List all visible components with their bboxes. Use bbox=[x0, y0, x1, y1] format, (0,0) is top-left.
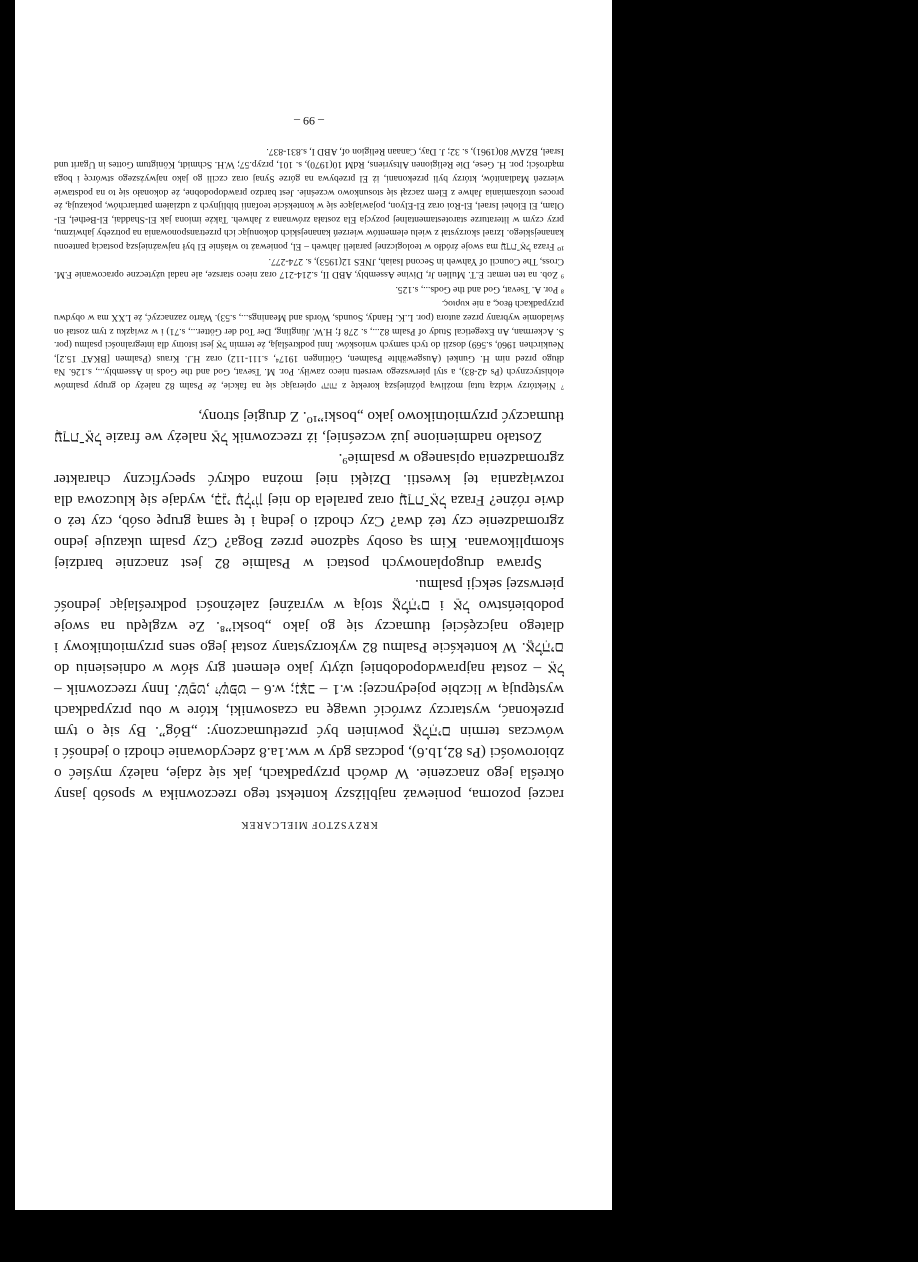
footnote-9: ⁹ Zob. na ten temat: E.T. Mullen Jr, Divine Assembly, ABD II, s.214-217 oraz nieco starsze, ale nadal użyteczne opracowanie F.M. Cross, The Council of Yahweh in Second Isaiah, JNES 12(1953), s. 274-277. bbox=[54, 255, 564, 281]
footnotes bbox=[54, 144, 564, 392]
page-content bbox=[54, 113, 564, 830]
footnote-7: ⁷ Niektórzy widzą tutaj możliwą późniejszą korektę z יהוה opierając się na fakcie, że Psalm 82 należy do grupy psalmów elohistycznych (Ps 42-83), a styl pierwszego wersetu nieco zawiły. Por. M. Tsevat, God and the Gods in Assembly..., s.126. Na długo przed nim H. Gunkel (Ausgewählte Psalmen, Göttingen 1917⁴, s.111-112) oraz H.J. Kraus (Psalmen [BKAT 15.2], Neukirchen 1960, s.569) doszli do tych samych wniosków. Inni podkreślają, że termin אֵל jest istotny dla integralności psalmu (por. S. Ackerman, An Exegetical Study of Psalm 82..., s. 278 f; H.W. Jüngling, Der Tod der Götter..., s.71) i w związku z tym został on świadomie wybrany przez autora (por. L.K. Handy, Sounds, Words and Meanings..., s.53). Warto zaznaczyć, że LXX ma w obydwu przypadkach θεος, a nie κυριος. bbox=[54, 298, 564, 391]
main-text bbox=[54, 406, 564, 805]
scan-edge-right bbox=[612, 0, 918, 1262]
page-number: – 99 – bbox=[294, 114, 324, 129]
scan-edge-left bbox=[0, 0, 15, 1262]
footnote-8: ⁸ Por. A. Tsevat, God and the Gods..., s.125. bbox=[395, 283, 564, 295]
paragraph-1: raczej pozorna, ponieważ najbliższy kontekst tego rzeczownika w sposób jasny określa jego znaczenie. W dwóch przypadkach, jak się zdaje, należy myśleć o zbiorowości (Ps 82,1b.6), podczas gdy w ww.1a.8 zdecydowanie chodzi o jedność i wówczas termin אֱלֹהִים powinien być przetłumaczony: „Bóg”. By się o tym przekonać, wystarczy zwrócić uwagę na czasowniki, które w obu przypadkach występują w liczbie pojedynczej: w.1 – נִצָּב; w.6 – שֹׁפֵט, יִשְׁפֹּט. Inny rzeczownik – אֵל – został najprawdopodobniej użyty jako element gry słów w odniesieniu do אֱלֹהִים. W kontekście Psalmu 82 wykorzystany został jego sens przymiotnikowy i dlatego najczęściej tłumaczy się go jako „boski”⁸. Ze względu na swoje podobieństwo אֵל i אֱלֹהִים stoją w wyraźnej zależności podkreślając jedność pierwszej sekcji psalmu. bbox=[53, 576, 564, 803]
printed-sheet bbox=[15, 0, 612, 1210]
paragraph-2: Sprawa drugoplanowych postaci w Psalmie 82 jest znacznie bardziej skomplikowana. Kim są osoby sądzone przez Boga? Czy psalm ukazuje jedno zgromadzenie czy też dwa? Czy chodzi o jedną i tę samą grupę osób, czy też o dwie różne? Fraza עֲדַת־אֵל oraz paralela do niej בְּנֵי עֶלְיוֹן, wydaje się kluczowa dla rozwiązania tej kwestii. Dzięki niej można odkryć specyficzny charakter zgromadzenia opisanego w psalmie⁹. bbox=[54, 450, 564, 572]
paragraph-3: Zostało nadmienione już wcześniej, iż rzeczownik אֵל należy we frazie עֲדַת־אֵל tłumaczyć przymiotnikowo jako „boski”¹⁰. Z drugiej strony, bbox=[54, 408, 564, 446]
running-head: KRZYSZTOF MIELCAREK bbox=[240, 819, 378, 830]
footnote-10: ¹⁰ Fraza עֲדַת־אֵל ma swoje źródło w teologicznej paraleli Jahweh – El, ponieważ to właśnie El był najważniejszą postacią panteonu kananejskiego. Izrael skorzystał z wielu elementów wierzeń kananejskich dokonując ich przetransponowania na potrzeby jahwizmu, przy czym w literaturze starotestamentalnej pozycja Ela została zrównana z Jahweh. Także imiona jak El-Shaddai, El-Bethel, El-Olam, El Elohei Israel, El-Roi oraz El-Elyon, pojawiające się w kontekście teofanii biblijnych z udziałem patriarchów, pokazują, że proces utożsamiania Jahwe z Elem zaczął się stosunkowo wcześnie. Jest bardzo prawdopodobne, że dokonało się to na podstawie wierzeń Madianitów, którzy byli przekonani, iż El przebywa na górze Synaj oraz czcili go jako najwyższego stwórcę i boga mądrości; por. H. Gese, Die Religionen Altsyriens, RdM 10(1970), s. 101, przyp.57; W.H. Schmidt, Königtum Gottes in Ugarit und Israel, BZAW 80(1961), s. 32; J. Day, Canaan Religion of, ABD I, s.831-837. bbox=[54, 145, 564, 253]
scan-edge-bottom bbox=[0, 1210, 918, 1262]
